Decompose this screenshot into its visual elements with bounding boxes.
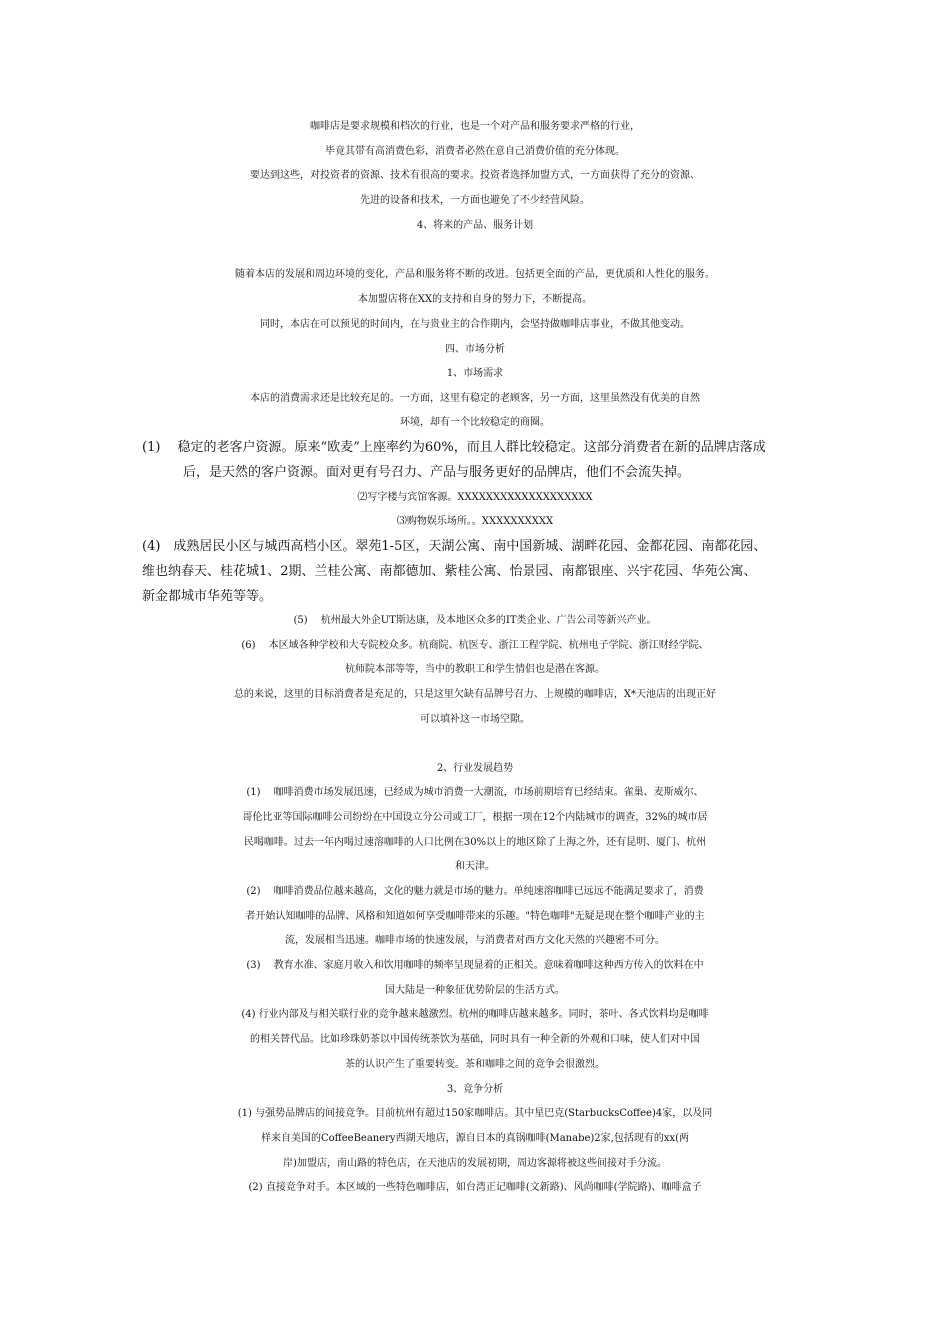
list-item-line: ⑶购物娱乐场所。。XXXXXXXXXX	[396, 516, 554, 527]
list-item-line: (5) 杭州最大外企UT斯达康，及本地区众多的IT类企业、广告公司等新兴产业。	[293, 615, 657, 626]
list-item-line: 后，是天然的客户资源。面对更有号召力、产品与服务更好的品牌店，他们不会流失掉。	[183, 465, 691, 480]
list-item-line: 的相关替代品。比如珍珠奶茶以中国传统茶饮为基础，同时具有一种全新的外观和口味，使人们对中国	[250, 1034, 700, 1045]
paragraph-line: 本加盟店将在XX的支持和自身的努力下，不断提高。	[357, 294, 593, 305]
list-item-line: 和天津。	[455, 861, 495, 872]
list-item-line: 杭师院本部等等，当中的教职工和学生情侣也是潜在客源。	[345, 664, 605, 675]
paragraph-line: 可以填补这一市场空隙。	[420, 714, 530, 725]
paragraph-line: 随着本店的发展和周边环境的变化，产品和服务将不断的改进。包括更全面的产品，更优质和人性化的服务。	[235, 269, 715, 280]
list-item-line: (1) 咖啡消费市场发展迅速，已经成为城市消费一大潮流，市场前期培育已经结束。雀巢、麦斯威尔、	[246, 787, 704, 798]
paragraph-line: 环境，却有一个比较稳定的商圈。	[400, 417, 550, 428]
list-item-line: (3) 教育水准、家庭月收入和饮用咖啡的频率呈现显着的正相关。意味着咖啡这种西方传入的饮料在中	[246, 960, 704, 971]
list-item-line: 者开始认知咖啡的品牌、风格和知道如何享受咖啡带来的乐趣。"特色咖啡"无疑是现在整个咖啡产业的主	[245, 911, 705, 922]
section-heading: 2、行业发展趋势	[436, 763, 514, 774]
section-heading: 4、将来的产品、服务计划	[416, 220, 534, 231]
list-item-line: 新金都城市华苑等等。	[142, 589, 273, 604]
paragraph-line: 要达到这些，对投资者的资源、技术有很高的要求。投资者选择加盟方式，一方面获得了充分的资源、	[250, 170, 700, 181]
paragraph-line: 总的来说，这里的目标消费者是充足的，只是这里欠缺有品牌号召力、上规模的咖啡店，X*天池店的出现正好	[233, 689, 717, 700]
paragraph-line: 咖啡店是要求规模和档次的行业，也是一个对产品和服务要求严格的行业，	[310, 121, 640, 132]
list-item-line: 茶的认识产生了重要转变。茶和咖啡之间的竞争会很激烈。	[345, 1059, 605, 1070]
list-item-line: 哥伦比亚等国际咖啡公司纷纷在中国设立分公司或工厂，根据一项在12个内陆城市的调查，32%的城市居	[242, 812, 708, 823]
list-item-line: (4) 行业内部及与相关联行业的竞争越来越激烈。杭州的咖啡店越来越多。同时，茶叶、各式饮料均是咖啡	[241, 1009, 709, 1020]
list-item-line: (4) 成熟居民小区与城西高档小区。翠苑1-5区，天湖公寓、南中国新城、湖畔花园、金都花园、南都花园、	[142, 539, 767, 554]
paragraph-line: 先进的设备和技术，一方面也避免了不少经营风险。	[360, 195, 590, 206]
paragraph-line: 同时，本店在可以预见的时间内，在与贵业主的合作期内，会坚持做咖啡店事业，不做其他变动。	[260, 319, 690, 330]
section-heading: 1、市场需求	[446, 368, 504, 379]
section-heading: 四、市场分析	[445, 344, 505, 355]
paragraph-line: 本店的消费需求还是比较充足的。一方面，这里有稳定的老顾客，另一方面，这里虽然没有优美的自然	[250, 393, 700, 404]
list-item-line: (6) 本区域各种学校和大专院校众多。杭商院、杭医专、浙江工程学院、杭州电子学院、浙江财经学院、	[241, 640, 709, 651]
list-item-line: 流，发展相当迅速。咖啡市场的快速发展，与消费者对西方文化天然的兴趣密不可分。	[285, 935, 665, 946]
list-item-line: 岸)加盟店，南山路的特色店，在天池店的发展初期，周边客源将被这些间接对手分流。	[283, 1158, 667, 1169]
list-item-line: 维也纳春天、桂花城1、2期、兰桂公寓、南都德加、紫桂公寓、怡景园、南都银座、兴宇花园、华苑公寓、	[142, 564, 757, 579]
list-item-line: 样来自美国的CoffeeBeanery西湖天地店，源自日本的真锅咖啡(Manabe)2家,包括现有的xx(两	[260, 1133, 690, 1144]
list-item-line: (1) 稳定的老客户资源。原来“欧麦”上座率约为60%，而且人群比较稳定。这部分消费者在新的品牌店落成	[142, 440, 766, 455]
list-item-line: (2) 直接竞争对手。本区域的一些特色咖啡店，如台湾正记咖啡(文新路)、风尚咖啡(学院路)、咖啡盒子	[248, 1182, 702, 1193]
list-item-line: ⑵写字楼与宾馆客源。XXXXXXXXXXXXXXXXXXX	[357, 492, 593, 503]
section-heading: 3、竞争分析	[446, 1084, 504, 1095]
list-item-line: (1) 与强势品牌店的间接竞争。目前杭州有超过150家咖啡店。其中星巴克(StarbucksCoffee)4家，以及同	[237, 1108, 713, 1119]
list-item-line: 民喝咖啡。过去一年内喝过速溶咖啡的人口比例在30%以上的地区除了上海之外，还有昆明、厦门、杭州	[243, 837, 707, 848]
paragraph-line: 毕竟其带有高消费色彩，消费者必然在意自己消费价值的充分体现。	[325, 146, 625, 157]
list-item-line: (2) 咖啡消费品位越来越高，文化的魅力就是市场的魅力。单纯速溶咖啡已远远不能满足要求了，消费	[246, 886, 704, 897]
list-item-line: 国大陆是一种象征优势阶层的生活方式。	[385, 985, 565, 996]
